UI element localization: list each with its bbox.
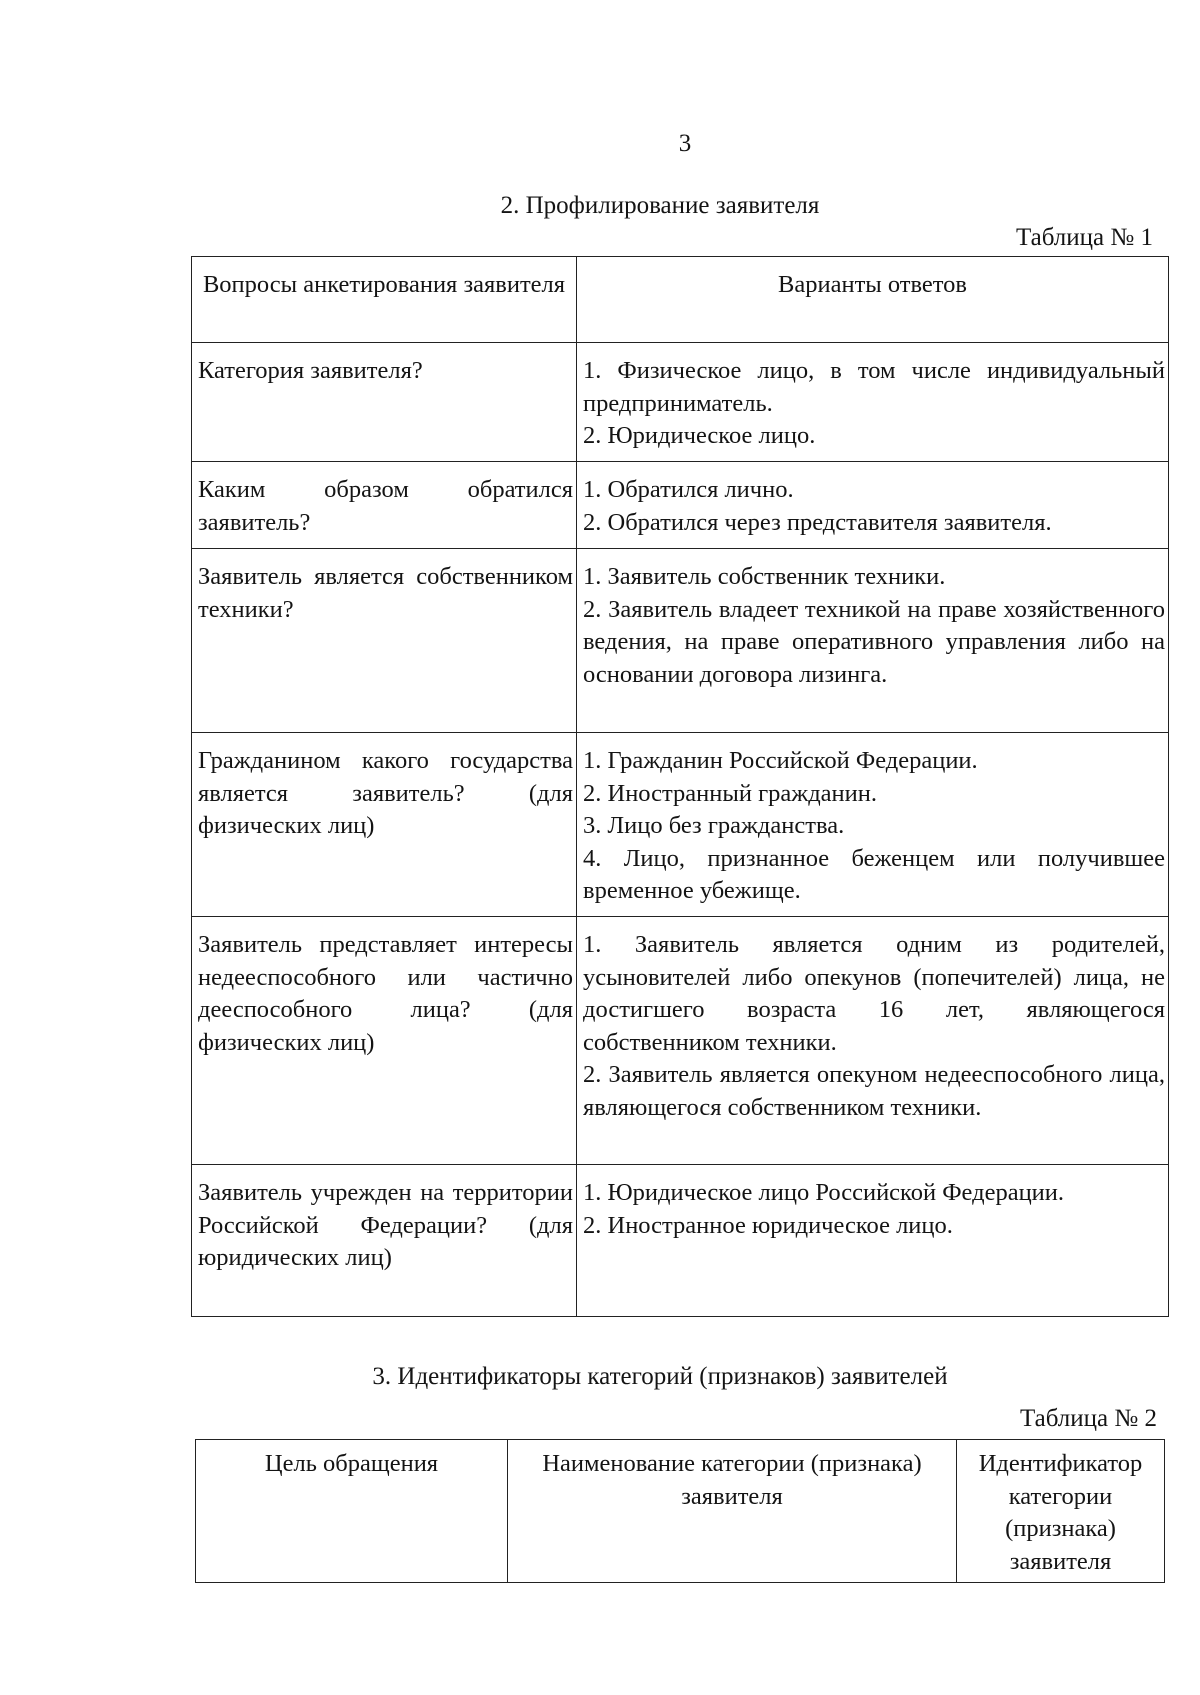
table-row <box>192 1165 1169 1317</box>
header-category-id: Идентификатор категории (признака) заявителя <box>957 1440 1165 1583</box>
answer-item: 2. Заявитель является опекуном недееспособного лица, являющегося собственником техники. <box>583 1061 1165 1121</box>
answer-item: 2. Иностранное юридическое лицо. <box>583 1211 953 1239</box>
header-purpose: Цель обращения <box>196 1440 508 1583</box>
question-cell: Каким образом обратился заявитель? <box>192 462 577 549</box>
table-row <box>192 462 1169 549</box>
page-number: 3 <box>678 130 692 157</box>
table-row <box>192 733 1169 917</box>
question-cell: Категория заявителя? <box>192 343 577 462</box>
table-row <box>192 549 1169 733</box>
identifiers-table <box>195 1439 1165 1583</box>
table-header-row <box>192 257 1169 343</box>
question-cell: Гражданином какого государства является заявитель? (для физических лиц) <box>192 733 577 917</box>
answer-item: 3. Лицо без гражданства. <box>583 812 845 839</box>
header-category-name: Наименование категории (признака) заявителя <box>508 1440 957 1583</box>
answer-item: 2. Иностранный гражданин. <box>583 779 877 807</box>
answer-item: 1. Заявитель собственник техники. <box>583 563 946 590</box>
section-heading-profiling: 2. Профилирование заявителя <box>500 192 820 219</box>
answer-item: 2. Обратился через представителя заявителя. <box>583 508 1052 536</box>
answer-item: 2. Юридическое лицо. <box>583 422 816 449</box>
answers-cell <box>577 549 1169 733</box>
answers-cell <box>577 733 1169 917</box>
answer-item: 4. Лицо, признанное беженцем или получившее временное убежище. <box>583 844 1165 904</box>
answer-item: 1. Физическое лицо, в том числе индивидуальный предприниматель. <box>583 357 1165 417</box>
answer-item: 1. Гражданин Российской Федерации. <box>583 747 978 774</box>
answers-cell <box>577 917 1169 1165</box>
answer-item: 1. Обратился лично. <box>583 476 794 503</box>
question-cell: Заявитель учрежден на территории Российской Федерации? (для юридических лиц) <box>192 1165 577 1317</box>
table-row <box>192 917 1169 1165</box>
profiling-table <box>191 256 1169 1317</box>
question-cell: Заявитель представляет интересы недееспособного или частично дееспособного лица? (для физических лиц) <box>192 917 577 1165</box>
answer-item: 1. Заявитель является одним из родителей, усыновителей либо опекунов (попечителей) лица, не достигшего возраста 16 лет, являющегося собственником техники. <box>583 931 1165 1056</box>
table-caption-2: Таблица № 2 <box>1019 1405 1157 1432</box>
question-cell: Заявитель является собственником техники? <box>192 549 577 733</box>
table-header-row <box>196 1440 1165 1583</box>
answers-cell <box>577 462 1169 549</box>
answer-item: 2. Заявитель владеет техникой на праве хозяйственного ведения, на праве оперативного управления либо на основании договора лизинга. <box>583 595 1165 688</box>
answers-cell <box>577 343 1169 462</box>
table-caption-1: Таблица № 1 <box>1015 224 1153 251</box>
answer-item: 1. Юридическое лицо Российской Федерации. <box>583 1179 1065 1206</box>
section-heading-identifiers: 3. Идентификаторы категорий (признаков) заявителей <box>372 1363 948 1390</box>
table-row <box>192 343 1169 462</box>
header-answers: Варианты ответов <box>577 257 1169 343</box>
header-questions: Вопросы анкетирования заявителя <box>192 257 577 343</box>
answers-cell <box>577 1165 1169 1317</box>
